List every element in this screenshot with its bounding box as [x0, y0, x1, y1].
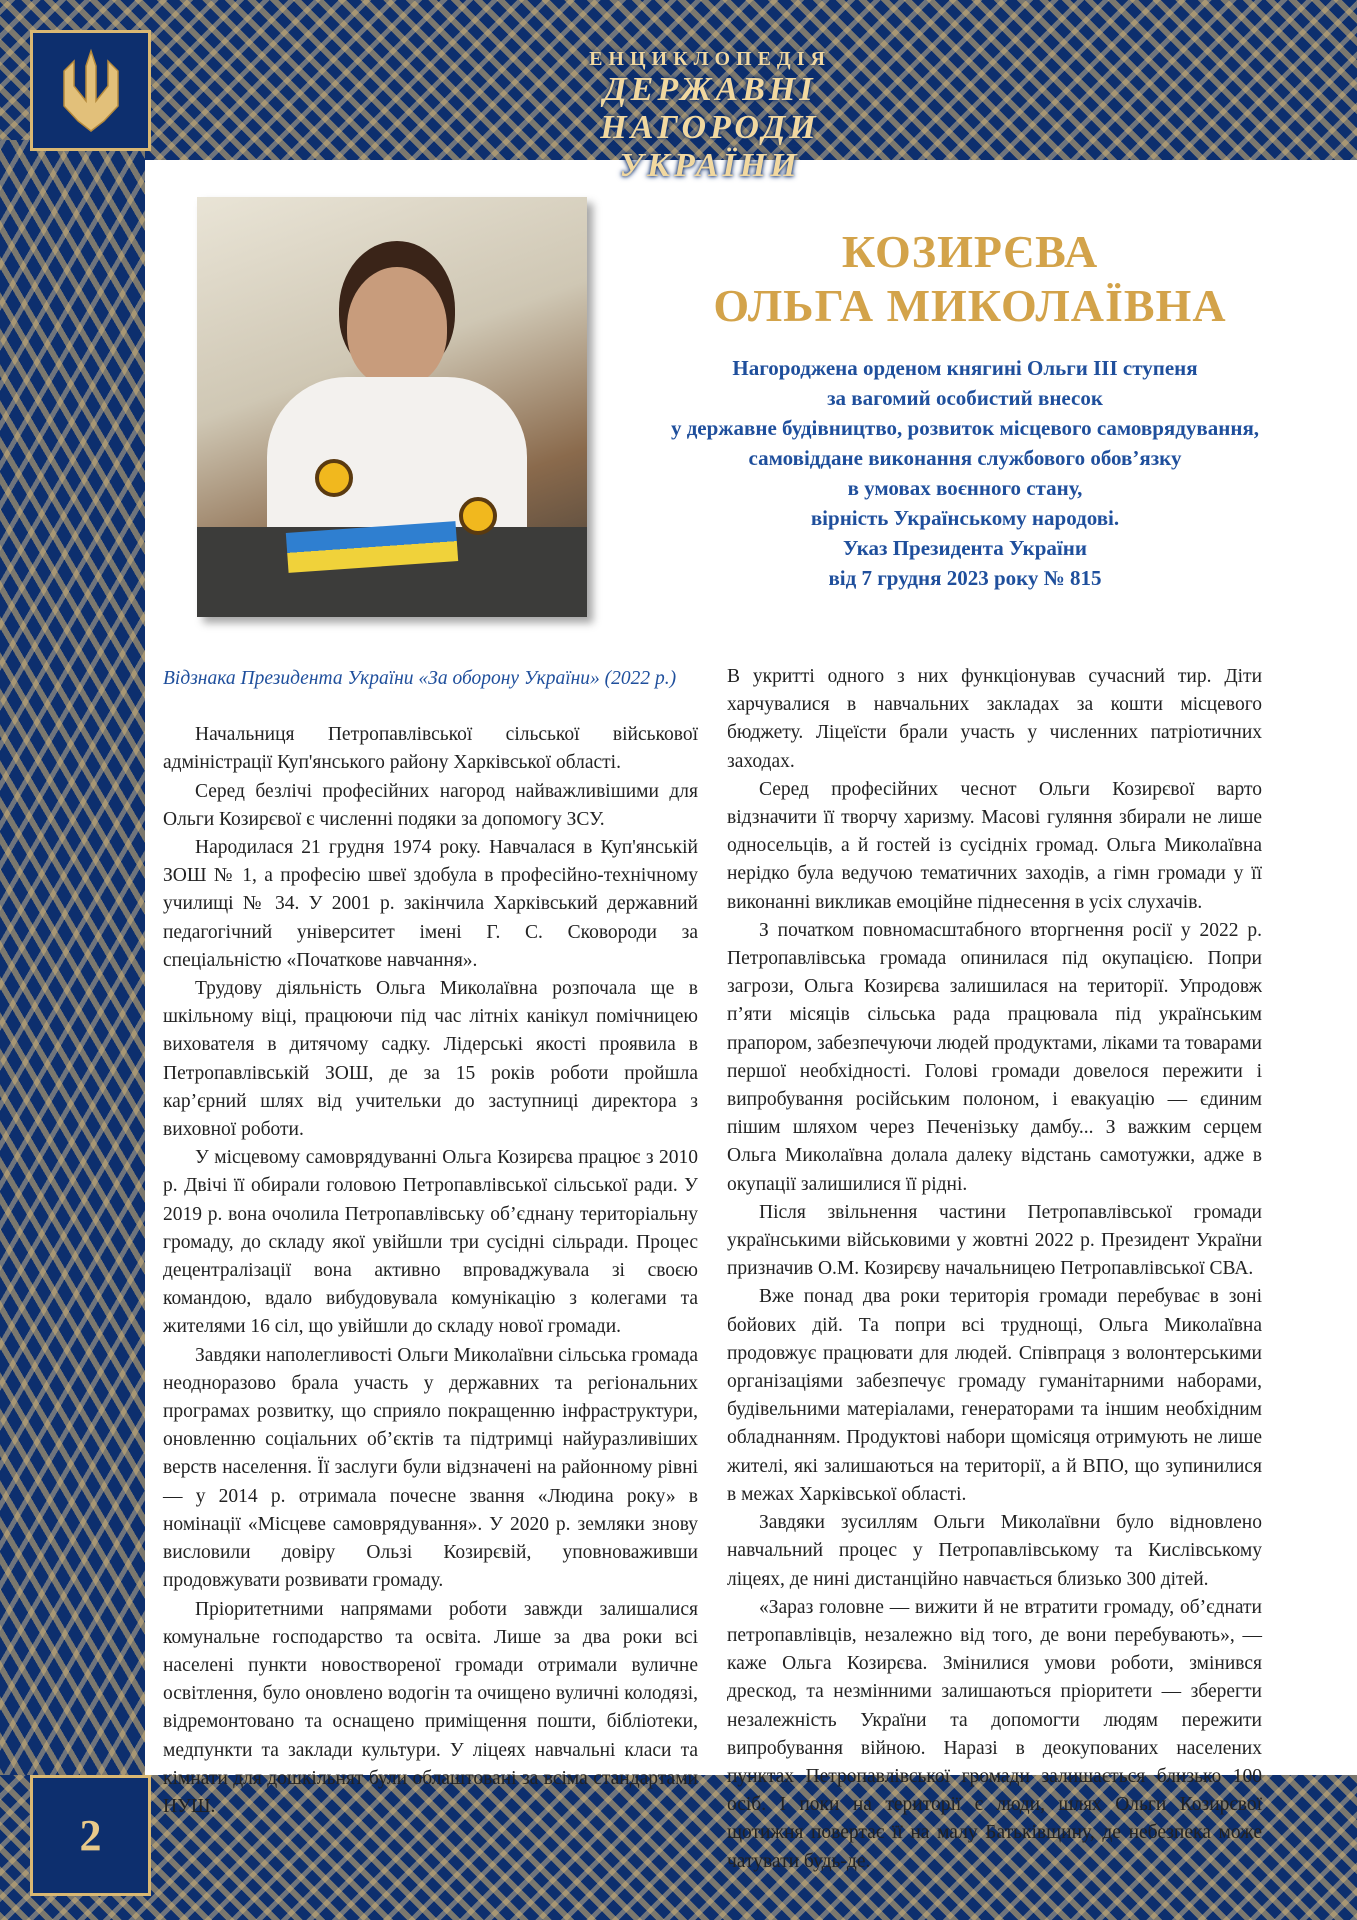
paragraph: Начальниця Петропавлівської сільської військової адміністрації Куп'янського району Харківської області.: [163, 724, 698, 774]
award-text: [615, 353, 1315, 593]
award-line: від 7 грудня 2023 року № 815: [828, 566, 1102, 590]
award-line: Указ Президента України: [843, 536, 1087, 560]
award-line: самовіддане виконання службового обов’язку: [748, 446, 1182, 470]
emblem: [30, 30, 151, 151]
right-column: [727, 663, 1262, 1876]
banner-line-2: ДЕРЖАВНІ НАГОРОДИ: [600, 71, 820, 146]
page-number: 2: [30, 1775, 151, 1896]
given-names: ОЛЬГА МИКОЛАЇВНА: [713, 280, 1227, 331]
paragraph: В укритті одного з них функціонував сучасний тир. Діти харчувалися в навчальних закладах за кошти місцевого бюджету. Ліцеїсти брали участь у численних патріотичних заходах.: [727, 666, 1262, 772]
award-line: в умовах воєнного стану,: [847, 476, 1083, 500]
ornamental-frame-left: [0, 140, 145, 1780]
award-line: вірність Українському народові.: [810, 506, 1120, 530]
paragraph: Пріоритетними напрямами роботи завжди залишалися комунальне господарство та освіта. Лише за два роки всі населені пункти новоствореної громади отримали вуличне освітлення, було оновлено водогін та очищено вуличні колодязі, відремонтовано та оснащено приміщення пошти, бібліотеки, медпункти та заклади культури. У ліцеях навчальні класи та кімнати для дошкільнят були облаштовані за всіма стандартами НУШ.: [163, 1598, 698, 1817]
paragraph: Трудову діяльність Ольга Миколаївна розпочала ще в шкільному віці, працюючи під час літніх канікул помічницею вихователя в дитячому садку. Лідерські якості проявила в Петропавлівській ЗОШ, де за 15 років роботи пройшла кар’єрний шлях від учительки до заступниці директора з виховної роботи.: [163, 978, 698, 1141]
person-name: [640, 225, 1300, 333]
award-line: Нагороджена орденом княгині Ольги ІІІ ступеня: [732, 356, 1198, 380]
paragraph: Серед безлічі професійних нагород найважливішими для Ольги Козирєвої є численні подяки за допомогу ЗСУ.: [163, 780, 698, 830]
paragraph: Вже понад два роки територія громади перебуває в зоні бойових дій. Та попри всі труднощі, Ольга Миколаївна продовжує працювати для людей. Співпраця з волонтерськими організаціями забезпечує громаду гуманітарними наборами, будівельними матеріалами, генераторами та іншим необхідним обладнанням. Продуктові набори щомісяця отримують не лише жителі, які залишаються на території, а й ВПО, що зупинилися в межах Харківської області.: [727, 1286, 1262, 1505]
paragraph: Серед професійних чеснот Ольги Козирєвої варто відзначити її творчу харизму. Масові гуляння збирали не лише односельців, а й гостей із сусідніх громад. Ольга Миколаївна нерідко була ведучою тематичних заходів, а гімн громади у її виконанні викликав емоційне піднесення в усіх слухачів.: [727, 778, 1262, 913]
paragraph: Після звільнення частини Петропавлівської громади українськими військовими у жовтні 2022 р. Президент України призначив О.М. Козирєву начальницею Петропавлівської СВА.: [727, 1201, 1262, 1280]
surname: КОЗИРЄВА: [841, 226, 1099, 277]
banner-line-3: УКРАЇНИ: [619, 147, 801, 184]
paragraph: «Зараз головне — вижити й не втратити громаду, об’єднати петропавлівців, незалежно від того, де вони перебувають», — каже Ольга Козирєва. Змінилися умови роботи, змінився дрескод, та незмінними залишаються пріоритети — зберегти незалежність України та допомогти людям пережити випробування війною. Наразі в деокупованих населених пунктах Петропавлівської громади залишається близько 100 осіб. І поки на території є люди, шлях Ольги Козирєвої щотижня повертає її на малу Батьківщину, де небезпека може чатувати будь-де.: [727, 1596, 1262, 1872]
award-line: за вагомий особистий внесок: [827, 386, 1103, 410]
encyclopedia-banner: [500, 48, 920, 184]
decoration-caption: Відзнака Президента України «За оборону України» (2022 р.): [163, 668, 677, 689]
left-column: [163, 665, 698, 1821]
portrait-photo: [197, 197, 587, 617]
award-line: у державне будівництво, розвиток місцевого самоврядування,: [670, 416, 1260, 440]
trident-icon: [56, 46, 126, 136]
paragraph: Завдяки зусиллям Ольги Миколаївни було відновлено навчальний процес у Петропавлівському та Кислівському ліцеях, де нині дистанційно навчається близько 300 дітей.: [727, 1512, 1262, 1590]
banner-line-1: ЕНЦИКЛОПЕДІЯ: [589, 48, 831, 70]
paragraph: Народилася 21 грудня 1974 року. Навчалася в Куп'янській ЗОШ № 1, а професію швеї здобула в професійно-технічному училищі № 34. У 2001 р. закінчила Харківський державний педагогічний університет імені Г. С. Сковороди за спеціальністю «Початкове навчання».: [163, 837, 698, 971]
paragraph: Завдяки наполегливості Ольги Миколаївни сільська громада неодноразово брала участь у державних та регіональних програмах розвитку, що сприяло покращенню інфраструктури, оновленню соціальних об’єктів та підтримці найуразливіших верств населення. Її заслуги були відзначені на районному рівні — у 2014 р. отримала почесне звання «Людина року» в номінації «Місцеве самоврядування». У 2020 р. земляки знову висловили довіру Ользі Козирєвій, уповноваживши продовжувати розвивати громаду.: [163, 1344, 698, 1592]
paragraph: У місцевому самоврядуванні Ольга Козирєва працює з 2010 р. Двічі її обирали головою Петропавлівської сільської ради. У 2019 р. вона очолила Петропавлівську об’єднану територіальну громаду, до складу якої увійшли три сусідні сільради. Процес децентралізації вона активно впроваджувала зі своєю командою, вдало вибудовувала комунікацію з колегами та жителями 16 сіл, що увійшли до складу нової громади.: [163, 1147, 698, 1338]
paragraph: З початком повномасштабного вторгнення росії у 2022 р. Петропавлівська громада опинилася під окупацією. Попри загрози, Ольга Козирєва залишилася на території. Упродовж п’яти місяців сільська рада працювала під українським прапором, забезпечуючи людей продуктами, ліками та товарами першої необхідності. Голові громади довелося пережити і випробування російським полоном, і евакуацію — єдиним пішим шляхом через Печенізьку дамбу... З важким серцем Ольга Миколаївна долала далеку відстань самотужки, адже в окупації залишилися її рідні.: [727, 919, 1262, 1195]
